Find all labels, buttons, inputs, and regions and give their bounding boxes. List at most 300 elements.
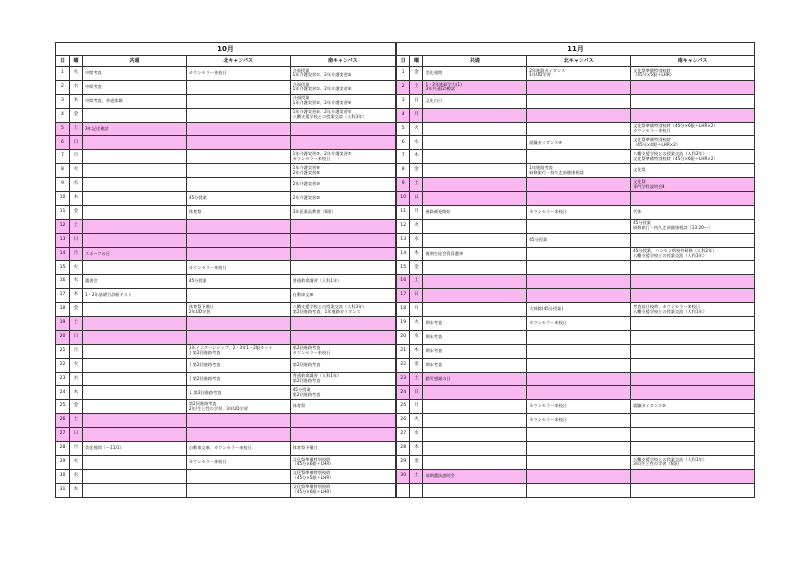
oct-day-number: 1 bbox=[56, 67, 70, 81]
oct-weekday: 水 bbox=[69, 80, 82, 94]
nov-day-number: 2 bbox=[396, 80, 410, 94]
oct-common-event bbox=[82, 372, 186, 386]
nov-common-event bbox=[423, 261, 527, 275]
oct-day-number: 6 bbox=[56, 136, 70, 150]
col-common: 共通 bbox=[82, 56, 186, 67]
oct-weekday: 月 bbox=[69, 344, 82, 358]
oct-common-event bbox=[82, 261, 186, 275]
nov-weekday: 金 bbox=[410, 164, 423, 178]
oct-south-campus-event bbox=[290, 122, 396, 136]
nov-day-number: 16 bbox=[396, 275, 410, 289]
nov-weekday: 水 bbox=[410, 233, 423, 247]
oct-weekday: 金 bbox=[69, 205, 82, 219]
oct-south-campus-event bbox=[290, 428, 396, 442]
oct-south-campus-event: 3年医薬品教育（6限） bbox=[290, 205, 396, 219]
oct-day-number: 20 bbox=[56, 330, 70, 344]
nov-south-campus-event bbox=[631, 108, 755, 122]
nov-common-event bbox=[423, 442, 527, 456]
nov-weekday: 木 bbox=[410, 344, 423, 358]
nov-north-campus-event: カウンセラー来校日 bbox=[527, 205, 631, 219]
oct-weekday: 土 bbox=[69, 317, 82, 331]
nov-weekday: 火 bbox=[410, 219, 423, 233]
nov-day-number: 30 bbox=[396, 469, 410, 483]
oct-south-campus-event: 普通救命講習（人科1年） 第2回進路考査 bbox=[290, 372, 396, 386]
oct-south-campus-event: 八幡支援学校との授業交流（人科3年） 第2回進路考査、1年進路ガイダンス bbox=[290, 303, 396, 317]
nov-day-number: 11 bbox=[396, 205, 410, 219]
oct-common-event: 美化週間（～11/1） bbox=[82, 442, 186, 456]
nov-weekday: 火 bbox=[410, 317, 423, 331]
oct-north-campus-event: 45分授業 bbox=[186, 192, 290, 206]
oct-north-campus-event bbox=[186, 219, 290, 233]
oct-south-campus-event: 1年介護実習⑧ 2年介護実習⑧ bbox=[290, 164, 396, 178]
table-row bbox=[56, 414, 755, 428]
nov-weekday: 土 bbox=[410, 372, 423, 386]
oct-north-campus-event bbox=[186, 428, 290, 442]
oct-south-campus-event bbox=[290, 247, 396, 261]
nov-common-event bbox=[423, 483, 527, 497]
oct-day-number: 24 bbox=[56, 386, 70, 400]
oct-common-event bbox=[82, 455, 186, 469]
oct-north-campus-event bbox=[186, 108, 290, 122]
oct-weekday: 月 bbox=[69, 442, 82, 456]
nov-south-campus-event bbox=[631, 483, 755, 497]
nov-north-campus-event bbox=[527, 344, 631, 358]
nov-day-number: 20 bbox=[396, 330, 410, 344]
nov-south-campus-event: 文化祭準備特別校時 （45分×5限＋LHR） bbox=[631, 67, 755, 81]
table-row bbox=[56, 80, 755, 94]
oct-day-number: 14 bbox=[56, 247, 70, 261]
nov-common-event bbox=[423, 178, 527, 192]
oct-day-number: 22 bbox=[56, 358, 70, 372]
oct-north-campus-event bbox=[186, 80, 290, 94]
nov-day-number: 14 bbox=[396, 247, 410, 261]
nov-day-number: 15 bbox=[396, 261, 410, 275]
oct-day-number: 10 bbox=[56, 192, 70, 206]
nov-day-number: 12 bbox=[396, 219, 410, 233]
nov-south-campus-event bbox=[631, 261, 755, 275]
nov-north-campus-event bbox=[527, 428, 631, 442]
nov-south-campus-event: 考査前日校時、カウンセラー来校日 八幡支援学校との授業交流（人科1年） bbox=[631, 303, 755, 317]
nov-north-campus-event bbox=[527, 192, 631, 206]
oct-weekday: 月 bbox=[69, 247, 82, 261]
oct-common-event: 中間考査 bbox=[82, 80, 186, 94]
nov-south-campus-event: 就職ガイダンス⑤ bbox=[631, 400, 755, 414]
oct-south-campus-event bbox=[290, 136, 396, 150]
oct-weekday: 日 bbox=[69, 428, 82, 442]
nov-weekday: 金 bbox=[410, 358, 423, 372]
nov-day-number: 23 bbox=[396, 372, 410, 386]
nov-south-campus-event bbox=[631, 372, 755, 386]
table-row bbox=[56, 428, 755, 442]
oct-day-number: 21 bbox=[56, 344, 70, 358]
nov-south-campus-event: 文化祭 bbox=[631, 164, 755, 178]
nov-common-event: 後期生徒会役員選挙 bbox=[423, 247, 527, 261]
nov-weekday: 火 bbox=[410, 122, 423, 136]
nov-north-campus-event bbox=[527, 386, 631, 400]
oct-north-campus-event bbox=[186, 94, 290, 108]
oct-weekday: 木 bbox=[69, 94, 82, 108]
oct-north-campus-event: 自動車文庫、カウンセラー来校日 bbox=[186, 442, 290, 456]
oct-weekday: 金 bbox=[69, 303, 82, 317]
nov-common-event: 期末考査 bbox=[423, 344, 527, 358]
nov-day-number: 27 bbox=[396, 428, 410, 442]
oct-day-number: 9 bbox=[56, 178, 70, 192]
nov-north-campus-event bbox=[527, 219, 631, 233]
nov-day-number bbox=[396, 483, 410, 497]
oct-day-number: 3 bbox=[56, 94, 70, 108]
oct-common-event bbox=[82, 192, 186, 206]
nov-common-event: 文化の日 bbox=[423, 94, 527, 108]
oct-common-event bbox=[82, 233, 186, 247]
col-weekday: 曜 bbox=[69, 56, 82, 67]
oct-weekday: 木 bbox=[69, 289, 82, 303]
nov-common-event: 期末考査 bbox=[423, 317, 527, 331]
oct-south-campus-event bbox=[290, 414, 396, 428]
nov-north-campus-event bbox=[527, 469, 631, 483]
nov-weekday: 木 bbox=[410, 247, 423, 261]
oct-north-campus-event: ↓ 第2回進路考査 bbox=[186, 386, 290, 400]
nov-south-campus-event: 代休 bbox=[631, 205, 755, 219]
table-row bbox=[56, 219, 755, 233]
nov-weekday: 土 bbox=[410, 178, 423, 192]
oct-common-event bbox=[82, 164, 186, 178]
oct-north-campus-event bbox=[186, 233, 290, 247]
nov-weekday: 土 bbox=[410, 469, 423, 483]
nov-day-number: 19 bbox=[396, 317, 410, 331]
oct-north-campus-event bbox=[186, 483, 290, 497]
oct-south-campus-event bbox=[290, 261, 396, 275]
nov-common-event bbox=[423, 122, 527, 136]
nov-south-campus-event: 文化祭 専門学科説明会Ⅱ bbox=[631, 178, 755, 192]
oct-day-number: 27 bbox=[56, 428, 70, 442]
nov-common-event: 期末考査 bbox=[423, 358, 527, 372]
oct-day-number: 23 bbox=[56, 372, 70, 386]
nov-south-campus-event bbox=[631, 358, 755, 372]
table-row bbox=[56, 330, 755, 344]
nov-common-event: 勤労感謝の日 bbox=[423, 372, 527, 386]
oct-day-number: 16 bbox=[56, 275, 70, 289]
col-south: 南キャンパス bbox=[631, 56, 755, 67]
oct-north-campus-event: │ 第2回進路考査 bbox=[186, 372, 290, 386]
nov-common-event bbox=[423, 428, 527, 442]
nov-common-event bbox=[423, 455, 527, 469]
oct-common-event bbox=[82, 178, 186, 192]
nov-day-number: 5 bbox=[396, 122, 410, 136]
nov-common-event bbox=[423, 303, 527, 317]
table-row bbox=[56, 261, 755, 275]
nov-north-campus-event bbox=[527, 94, 631, 108]
nov-south-campus-event bbox=[631, 317, 755, 331]
nov-north-campus-event: 2年進路ガイダンス 1年UD学習 bbox=[527, 67, 631, 81]
schedule-body bbox=[56, 67, 755, 498]
nov-common-event bbox=[423, 219, 527, 233]
oct-weekday: 木 bbox=[69, 192, 82, 206]
col-north: 北キャンパス bbox=[186, 56, 290, 67]
oct-north-campus-event: 体育祭 bbox=[186, 205, 290, 219]
oct-common-event bbox=[82, 317, 186, 331]
oct-common-event bbox=[82, 483, 186, 497]
oct-weekday: 木 bbox=[69, 386, 82, 400]
oct-common-event: 3年記述模試 bbox=[82, 122, 186, 136]
nov-weekday: 木 bbox=[410, 150, 423, 164]
nov-north-campus-event bbox=[527, 442, 631, 456]
nov-common-event bbox=[423, 192, 527, 206]
oct-common-event: 中間考査、茶道体験 bbox=[82, 94, 186, 108]
table-row bbox=[56, 303, 755, 317]
oct-weekday: 日 bbox=[69, 233, 82, 247]
oct-common-event bbox=[82, 428, 186, 442]
nov-weekday: 日 bbox=[410, 192, 423, 206]
schedule-table bbox=[55, 42, 755, 498]
oct-day-number: 25 bbox=[56, 400, 70, 414]
oct-north-campus-event bbox=[186, 247, 290, 261]
nov-south-campus-event bbox=[631, 233, 755, 247]
table-row bbox=[56, 483, 755, 497]
oct-north-campus-event bbox=[186, 178, 290, 192]
nov-south-campus-event bbox=[631, 289, 755, 303]
oct-day-number: 2 bbox=[56, 80, 70, 94]
schedule-sheet bbox=[55, 42, 755, 498]
oct-south-campus-event: 自動車文庫 bbox=[290, 289, 396, 303]
table-row bbox=[56, 94, 755, 108]
oct-north-campus-event bbox=[186, 317, 290, 331]
oct-common-event bbox=[82, 205, 186, 219]
nov-common-event bbox=[423, 136, 527, 150]
table-row bbox=[56, 442, 755, 456]
nov-weekday: 水 bbox=[410, 136, 423, 150]
nov-common-event: 美化週間 bbox=[423, 67, 527, 81]
oct-south-campus-event: 介福授業 1年介護実習①、2年介護実習⑥ bbox=[290, 80, 396, 94]
oct-weekday: 日 bbox=[69, 136, 82, 150]
oct-north-campus-event: カウンセラー来校日 bbox=[186, 455, 290, 469]
oct-weekday: 水 bbox=[69, 372, 82, 386]
nov-day-number: 8 bbox=[396, 164, 410, 178]
oct-weekday: 月 bbox=[69, 150, 82, 164]
nov-north-campus-event bbox=[527, 178, 631, 192]
oct-weekday: 水 bbox=[69, 469, 82, 483]
nov-north-campus-event bbox=[527, 108, 631, 122]
nov-south-campus-event bbox=[631, 344, 755, 358]
table-row bbox=[56, 386, 755, 400]
nov-south-campus-event: 八幡支援学校との授業交流（人科2年） 文化祭準備特別校時（45分×6限＋LHR×2） bbox=[631, 150, 755, 164]
oct-north-campus-event: 体育祭予備日 2年UD学習 bbox=[186, 303, 290, 317]
oct-common-event bbox=[82, 344, 186, 358]
nov-weekday: 日 bbox=[410, 386, 423, 400]
nov-common-event bbox=[423, 275, 527, 289]
october-header: 10月 bbox=[56, 43, 396, 56]
table-row bbox=[56, 247, 755, 261]
nov-weekday bbox=[410, 483, 423, 497]
nov-south-campus-event bbox=[631, 330, 755, 344]
nov-south-campus-event: 文化祭準備特別校時（45分×6限＋LHR×2） カウンセラー来校日 bbox=[631, 122, 755, 136]
oct-south-campus-event bbox=[290, 233, 396, 247]
oct-day-number: 4 bbox=[56, 108, 70, 122]
col-day: 日 bbox=[396, 56, 410, 67]
nov-south-campus-event bbox=[631, 386, 755, 400]
nov-south-campus-event bbox=[631, 469, 755, 483]
nov-day-number: 21 bbox=[396, 344, 410, 358]
november-header: 11月 bbox=[396, 43, 755, 56]
oct-common-event bbox=[82, 386, 186, 400]
oct-north-campus-event: 1年インターンシップ、2・3年1・2限カット │ 第2回進路考査 bbox=[186, 344, 290, 358]
oct-south-campus-event: 1年介護実習⑥、2年介護実習⑦ 八幡支援学校との授業交流（人科3年） bbox=[290, 108, 396, 122]
table-row bbox=[56, 136, 755, 150]
oct-north-campus-event: カウンセラー来校日 bbox=[186, 67, 290, 81]
oct-south-campus-event: 普通救命講習（人科1年） bbox=[290, 275, 396, 289]
nov-weekday: 月 bbox=[410, 108, 423, 122]
oct-weekday: 火 bbox=[69, 164, 82, 178]
nov-day-number: 18 bbox=[396, 303, 410, 317]
oct-common-event bbox=[82, 108, 186, 122]
col-weekday: 曜 bbox=[410, 56, 423, 67]
table-row bbox=[56, 372, 755, 386]
table-row bbox=[56, 233, 755, 247]
oct-day-number: 31 bbox=[56, 483, 70, 497]
nov-day-number: 24 bbox=[396, 386, 410, 400]
nov-weekday: 金 bbox=[410, 67, 423, 81]
nov-north-campus-event bbox=[527, 372, 631, 386]
oct-day-number: 18 bbox=[56, 303, 70, 317]
oct-south-campus-event: 2年介護実習⑩ bbox=[290, 192, 396, 206]
nov-north-campus-event bbox=[527, 150, 631, 164]
nov-south-campus-event: 八幡支援学校との授業交流（人科1年） 3年/生と性の学習（6限） bbox=[631, 455, 755, 469]
oct-south-campus-event: 1年介護実習⑦、2年介護実習⑦ カウンセラー来校日 bbox=[290, 150, 396, 164]
nov-weekday: 金 bbox=[410, 261, 423, 275]
oct-common-event: 選書会 bbox=[82, 275, 186, 289]
nov-common-event: 前期選抜説明会 bbox=[423, 469, 527, 483]
oct-south-campus-event: 介福授業 1年介護実習①、2年介護実習⑤ bbox=[290, 67, 396, 81]
nov-common-event: 期末考査 bbox=[423, 330, 527, 344]
table-row bbox=[56, 469, 755, 483]
nov-south-campus-event: 文化祭準備特別校時 （45分×4限＋LHR×2） bbox=[631, 136, 755, 150]
nov-day-number: 3 bbox=[396, 94, 410, 108]
nov-north-campus-event bbox=[527, 289, 631, 303]
oct-weekday: 土 bbox=[69, 122, 82, 136]
table-row bbox=[56, 344, 755, 358]
oct-north-campus-event: 45分授業 bbox=[186, 275, 290, 289]
oct-common-event bbox=[82, 469, 186, 483]
oct-north-campus-event bbox=[186, 122, 290, 136]
oct-north-campus-event bbox=[186, 150, 290, 164]
oct-south-campus-event bbox=[290, 317, 396, 331]
oct-weekday: 土 bbox=[69, 414, 82, 428]
col-north: 北キャンパス bbox=[527, 56, 631, 67]
oct-south-campus-event: 2年介護実習⑩ bbox=[290, 178, 396, 192]
oct-weekday: 火 bbox=[69, 455, 82, 469]
table-row bbox=[56, 275, 755, 289]
nov-common-event bbox=[423, 164, 527, 178]
nov-day-number: 25 bbox=[396, 400, 410, 414]
oct-weekday: 日 bbox=[69, 330, 82, 344]
nov-weekday: 日 bbox=[410, 94, 423, 108]
oct-common-event bbox=[82, 358, 186, 372]
nov-day-number: 28 bbox=[396, 442, 410, 456]
oct-weekday: 水 bbox=[69, 275, 82, 289]
nov-weekday: 土 bbox=[410, 80, 423, 94]
nov-day-number: 7 bbox=[396, 150, 410, 164]
oct-south-campus-event: 体育祭 bbox=[290, 400, 396, 414]
oct-south-campus-event bbox=[290, 219, 396, 233]
nov-day-number: 22 bbox=[396, 358, 410, 372]
oct-day-number: 29 bbox=[56, 455, 70, 469]
nov-day-number: 13 bbox=[396, 233, 410, 247]
oct-day-number: 15 bbox=[56, 261, 70, 275]
table-row bbox=[56, 122, 755, 136]
nov-common-event bbox=[423, 400, 527, 414]
table-row bbox=[56, 289, 755, 303]
nov-south-campus-event bbox=[631, 192, 755, 206]
oct-south-campus-event: 第2回進路考査 カウンセラー来校日 bbox=[290, 344, 396, 358]
nov-south-campus-event bbox=[631, 414, 755, 428]
nov-weekday: 月 bbox=[410, 400, 423, 414]
oct-north-campus-event: 第2回進路考査 2年/生と性の学習、3年UD学習 bbox=[186, 400, 290, 414]
nov-day-number: 26 bbox=[396, 414, 410, 428]
nov-north-campus-event bbox=[527, 122, 631, 136]
oct-day-number: 28 bbox=[56, 442, 70, 456]
oct-common-event bbox=[82, 150, 186, 164]
oct-weekday: 金 bbox=[69, 108, 82, 122]
nov-north-campus-event: 大掃除(45分授業) bbox=[527, 303, 631, 317]
nov-weekday: 金 bbox=[410, 455, 423, 469]
table-row bbox=[56, 358, 755, 372]
oct-day-number: 17 bbox=[56, 289, 70, 303]
oct-day-number: 8 bbox=[56, 164, 70, 178]
oct-weekday: 火 bbox=[69, 67, 82, 81]
oct-north-campus-event bbox=[186, 164, 290, 178]
oct-day-number: 13 bbox=[56, 233, 70, 247]
oct-common-event: スポーツの日 bbox=[82, 247, 186, 261]
oct-south-campus-event: 体育祭予備日 bbox=[290, 442, 396, 456]
oct-south-campus-event bbox=[290, 330, 396, 344]
table-row bbox=[56, 108, 755, 122]
table-row bbox=[56, 192, 755, 206]
col-south: 南キャンパス bbox=[290, 56, 396, 67]
nov-weekday: 水 bbox=[410, 428, 423, 442]
table-row bbox=[56, 150, 755, 164]
nov-day-number: 4 bbox=[396, 108, 410, 122]
col-day: 日 bbox=[56, 56, 70, 67]
nov-north-campus-event: カウンセラー来校日 bbox=[527, 317, 631, 331]
oct-south-campus-event: 45分授業 第2回進路考査 bbox=[290, 386, 396, 400]
oct-day-number: 12 bbox=[56, 219, 70, 233]
oct-weekday: 火 bbox=[69, 358, 82, 372]
nov-south-campus-event: 45分授業、ハンセン病校外研修（人科2年） 八幡支援学校との授業交流（人科3年） bbox=[631, 247, 755, 261]
oct-common-event bbox=[82, 303, 186, 317]
nov-common-event bbox=[423, 233, 527, 247]
nov-weekday: 水 bbox=[410, 330, 423, 344]
table-row bbox=[56, 164, 755, 178]
oct-south-campus-event: 介福授業 1年介護実習⑤、2年介護実習⑥ bbox=[290, 94, 396, 108]
oct-day-number: 30 bbox=[56, 469, 70, 483]
oct-weekday: 火 bbox=[69, 261, 82, 275]
table-row bbox=[56, 455, 755, 469]
oct-day-number: 19 bbox=[56, 317, 70, 331]
oct-common-event: 中間考査 bbox=[82, 67, 186, 81]
nov-north-campus-event bbox=[527, 80, 631, 94]
nov-day-number: 17 bbox=[396, 289, 410, 303]
nov-south-campus-event bbox=[631, 80, 755, 94]
nov-north-campus-event bbox=[527, 483, 631, 497]
oct-weekday: 水 bbox=[69, 178, 82, 192]
nov-day-number: 9 bbox=[396, 178, 410, 192]
oct-north-campus-event: │ 第2回進路考査 bbox=[186, 358, 290, 372]
table-row bbox=[56, 400, 755, 414]
nov-weekday: 火 bbox=[410, 414, 423, 428]
nov-south-campus-event: 45分授業 研修旅行・持久走前健康相談（13:20～） bbox=[631, 219, 755, 233]
oct-common-event bbox=[82, 219, 186, 233]
nov-north-campus-event bbox=[527, 455, 631, 469]
nov-common-event bbox=[423, 150, 527, 164]
